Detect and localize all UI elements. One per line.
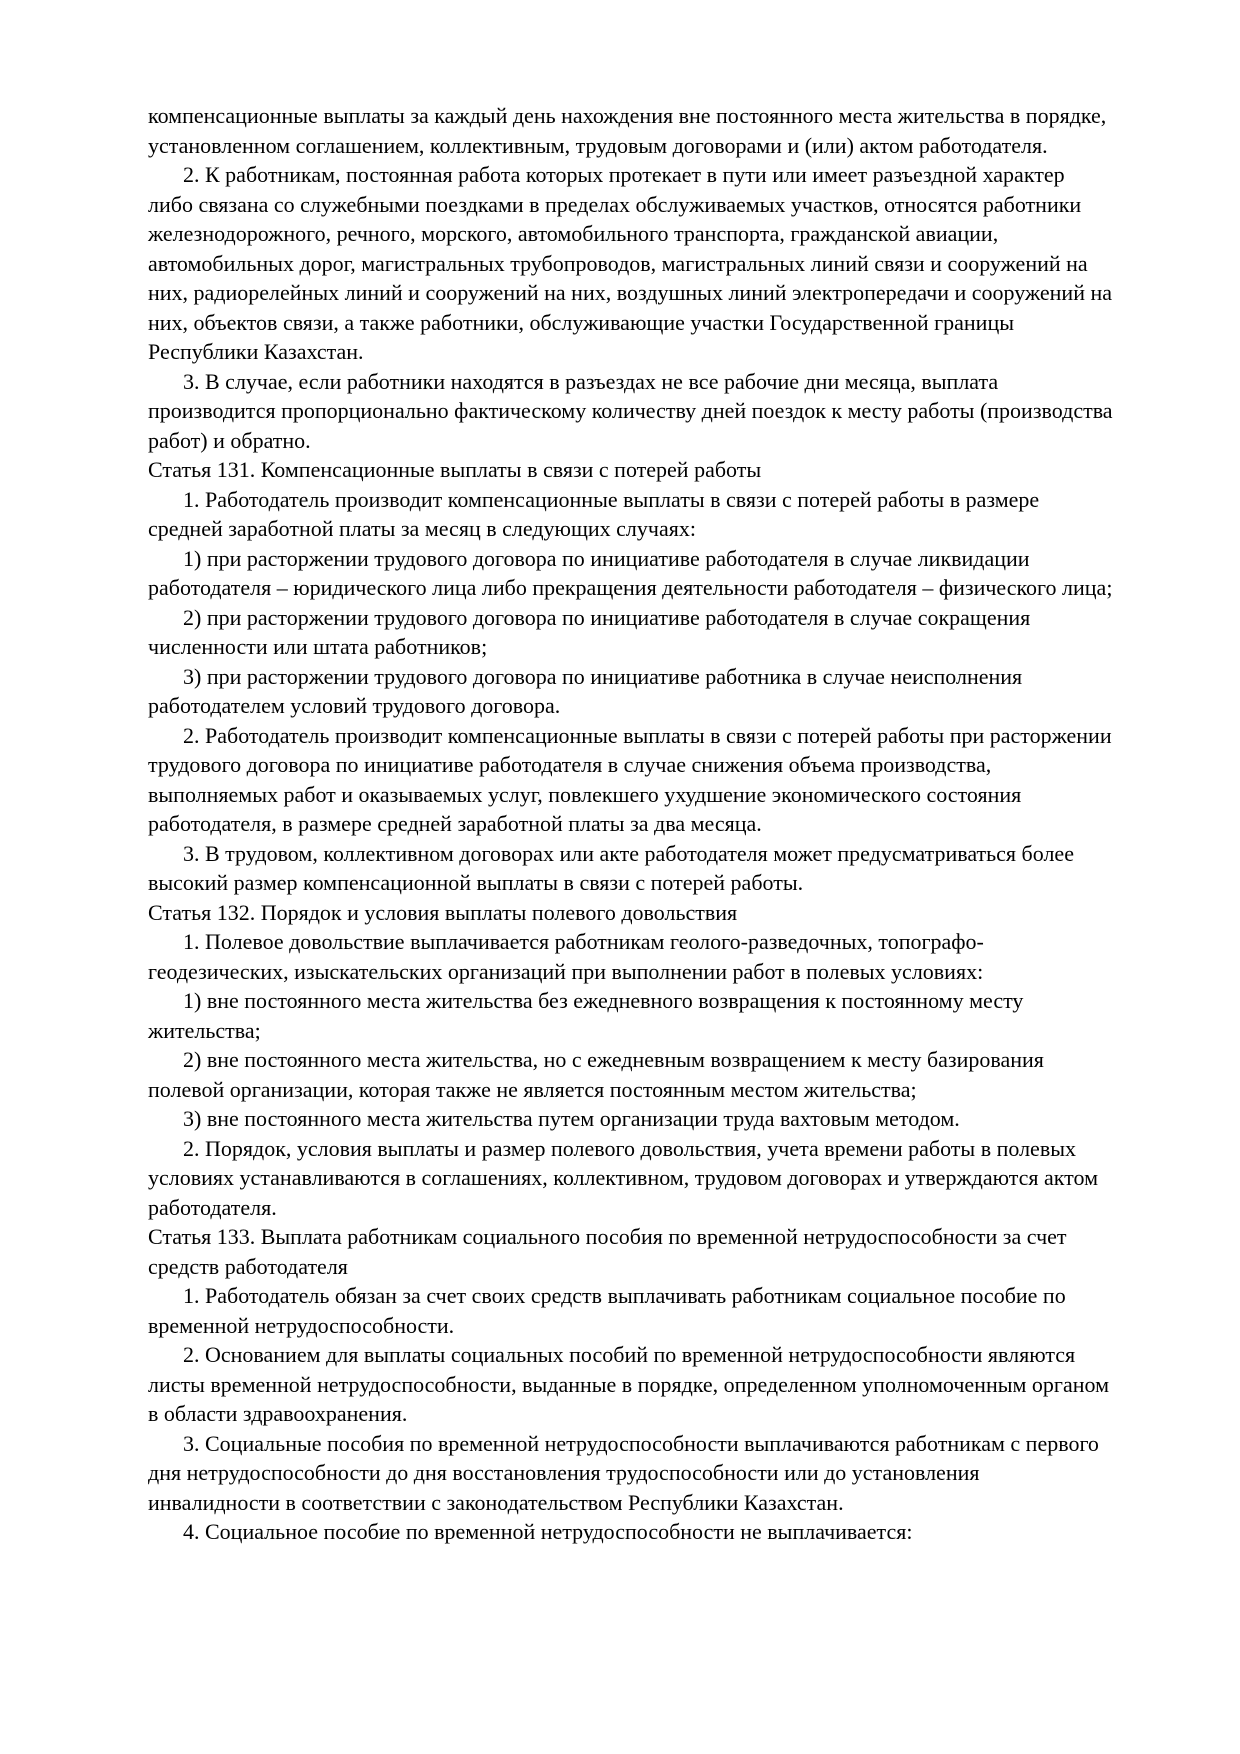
paragraph: 2) при расторжении трудового договора по инициативе работодателя в случае сокращения численности или штата работников; bbox=[148, 604, 1031, 659]
paragraph: Статья 131. Компенсационные выплаты в связи с потерей работы bbox=[148, 457, 762, 482]
paragraph: 3. Социальные пособия по временной нетрудоспособности выплачиваются работникам с первого дня нетрудоспособности до дня восстановления трудоспособности или до установления инвалидности в соответствии с законодательством Республики Казахстан. bbox=[148, 1430, 1099, 1515]
paragraph: 3) вне постоянного места жительства путем организации труда вахтовым методом. bbox=[183, 1106, 960, 1131]
paragraph: 2. К работникам, постоянная работа которых протекает в пути или имеет разъездной характер либо связана со служебными поездками в пределах обслуживаемых участков, относятся работники железнодорожного, речного, морского, автомобильного транспорта, гражданской авиации, автомобильных дорог, магистральных трубопроводов, магистральных линий связи и сооружений на них, радиорелейных линий и сооружений на них, воздушных линий электропередачи и сооружений на них, объектов связи, а также работники, обслуживающие участки Государственной границы Республики Казахстан. bbox=[148, 162, 1113, 364]
paragraph: 3. В трудовом, коллективном договорах или акте работодателя может предусматриваться более высокий размер компенсационной выплаты в связи с потерей работы. bbox=[148, 840, 1074, 895]
paragraph: 2. Основанием для выплаты социальных пособий по временной нетрудоспособности являются листы временной нетрудоспособности, выданные в порядке, определенном уполномоченным органом в области здравоохранения. bbox=[148, 1342, 1109, 1426]
paragraph: Статья 133. Выплата работникам социального пособия по временной нетрудоспособности за счет средств работодателя bbox=[148, 1224, 1067, 1279]
paragraph: 2. Работодатель производит компенсационные выплаты в связи с потерей работы при расторжении трудового договора по инициативе работодателя в случае снижения объема производства, выполняемых работ и оказываемых услуг, повлекшего ухудшение экономического состояния работодателя, в размере средней заработной платы за два месяца. bbox=[148, 722, 1112, 836]
paragraph: 1) вне постоянного места жительства без ежедневного возвращения к постоянному месту жительства; bbox=[148, 988, 1024, 1043]
paragraph: 2. Порядок, условия выплаты и размер полевого довольствия, учета времени работы в полевых условиях устанавливаются в соглашениях, коллективном, трудовом договорах и утверждаются актом работодателя. bbox=[148, 1135, 1099, 1220]
paragraph: 1. Работодатель обязан за счет своих средств выплачивать работникам социальное пособие по временной нетрудоспособности. bbox=[148, 1283, 1066, 1338]
paragraph: 4. Социальное пособие по временной нетрудоспособности не выплачивается: bbox=[183, 1519, 913, 1544]
paragraph: 3. В случае, если работники находятся в разъездах не все рабочие дни месяца, выплата производится пропорционально фактическому количеству дней поездок к месту работы (производства работ) и обратно. bbox=[148, 368, 1113, 453]
document-text-block bbox=[148, 101, 1113, 1547]
paragraph: 1. Работодатель производит компенсационные выплаты в связи с потерей работы в размере средней заработной платы за месяц в следующих случаях: bbox=[148, 486, 1040, 541]
paragraph: 1) при расторжении трудового договора по инициативе работодателя в случае ликвидации работодателя – юридического лица либо прекращения деятельности работодателя – физического лица; bbox=[148, 545, 1113, 600]
paragraph: Статья 132. Порядок и условия выплаты полевого довольствия bbox=[148, 899, 738, 925]
paragraph: 3) при расторжении трудового договора по инициативе работника в случае неисполнения работодателем условий трудового договора. bbox=[148, 663, 1023, 718]
paragraph: 1. Полевое довольствие выплачивается работникам геолого-разведочных, топографо-геодезических, изыскательских организаций при выполнении работ в полевых условиях: bbox=[148, 929, 984, 984]
paragraph: 2) вне постоянного места жительства, но с ежедневным возвращением к месту базирования полевой организации, которая также не является постоянным местом жительства; bbox=[148, 1047, 1044, 1102]
paragraph: компенсационные выплаты за каждый день нахождения вне постоянного места жительства в порядке, установленном соглашением, коллективным, трудовым договорами и (или) актом работодателя. bbox=[148, 103, 1107, 158]
